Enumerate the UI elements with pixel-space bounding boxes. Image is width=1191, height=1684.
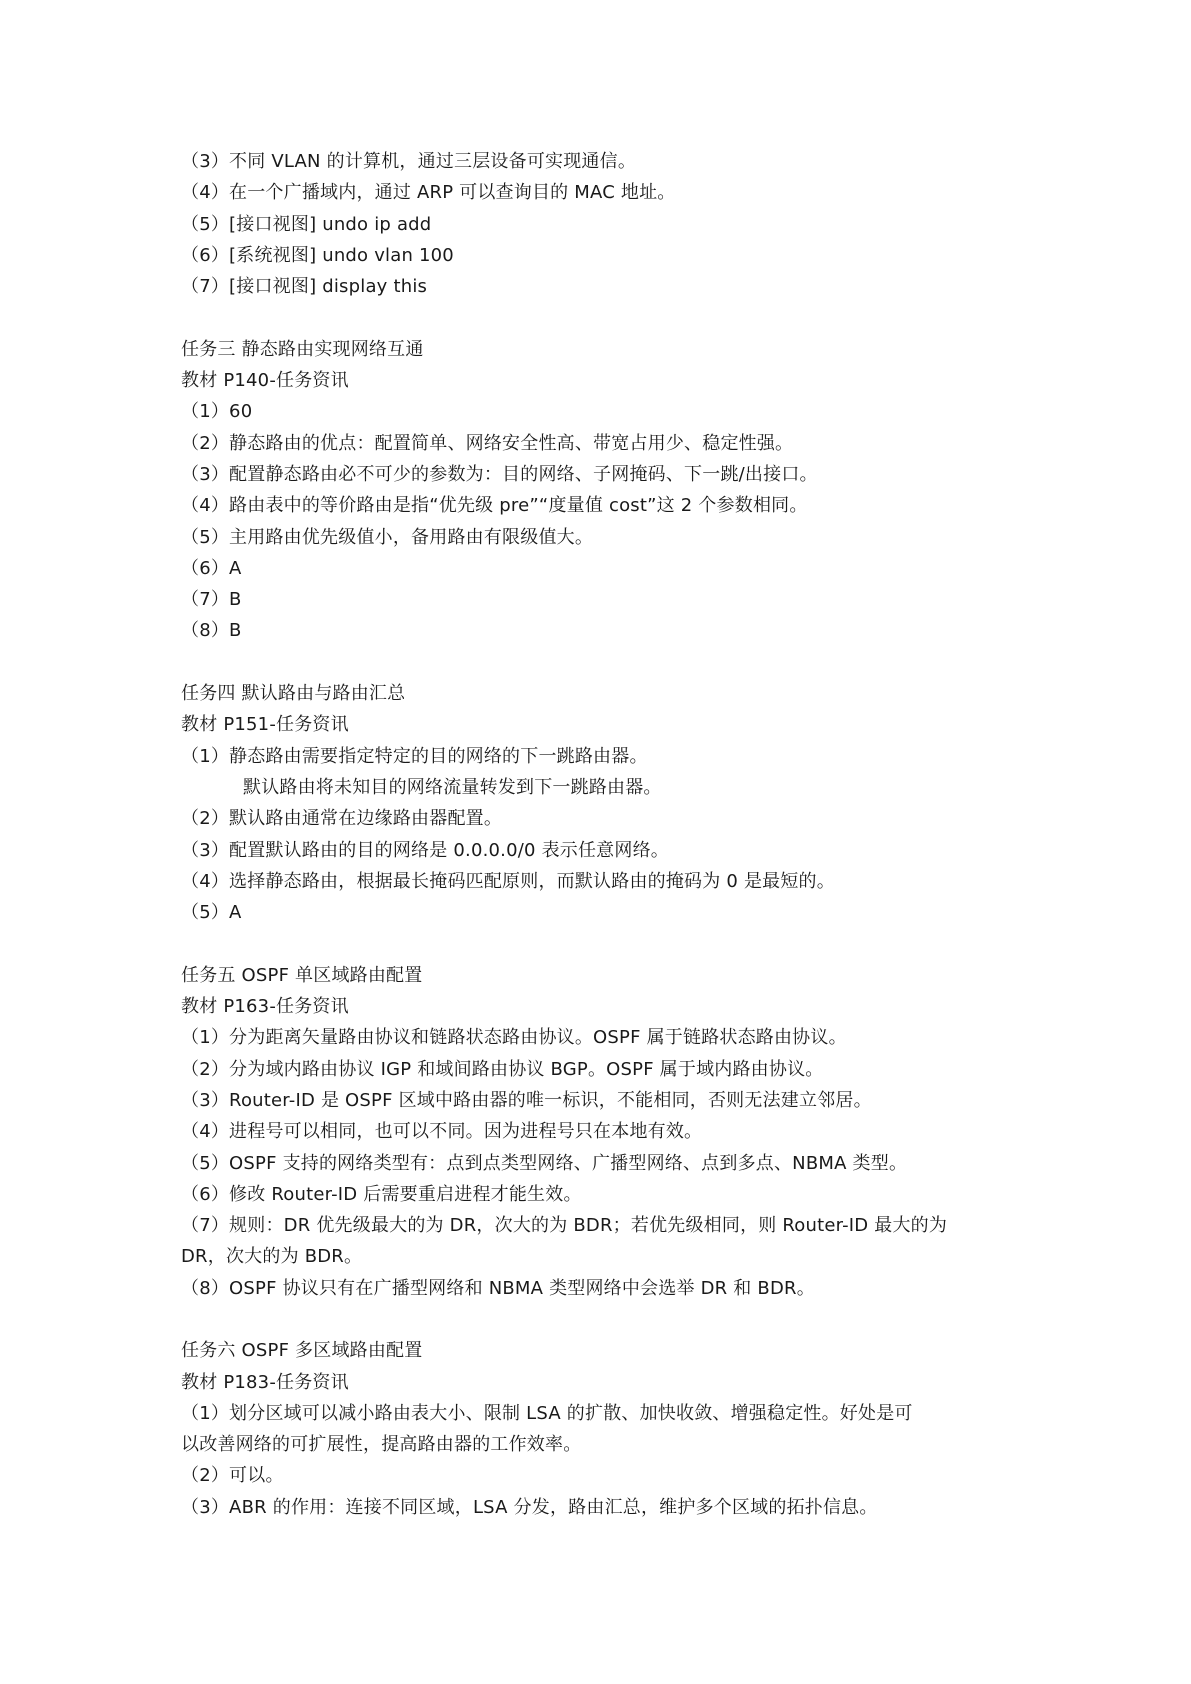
answer-line: （6）A (181, 557, 242, 579)
answer-line: （1）划分区域可以减小路由表大小、限制 LSA 的扩散、加快收敛、增强稳定性。好处是可 (181, 1402, 913, 1424)
answer-line: （1）60 (181, 401, 253, 423)
answer-line-continued: 默认路由将未知目的网络流量转发到下一跳路由器。 (243, 776, 662, 798)
answer-line: （7）[接口视图] display this (181, 276, 428, 298)
task5-section (181, 960, 1031, 1304)
answer-line: （8）OSPF 协议只有在广播型网络和 NBMA 类型网络中会选举 DR 和 BDR。 (181, 1277, 815, 1299)
answer-line: （4）进程号可以相同，也可以不同。因为进程号只在本地有效。 (181, 1121, 703, 1143)
answer-line: （2）静态路由的优点：配置简单、网络安全性高、带宽占用少、稳定性强。 (181, 432, 794, 454)
task6-section (181, 1335, 1031, 1523)
answer-line: （2）可以。 (181, 1465, 284, 1487)
answer-line: （3）Router-ID 是 OSPF 区域中路由器的唯一标识，不能相同，否则无法建立邻居。 (181, 1089, 872, 1111)
answer-line: （4）选择静态路由，根据最长掩码匹配原则，而默认路由的掩码为 0 是最短的。 (181, 870, 835, 892)
answer-line: （2）默认路由通常在边缘路由器配置。 (181, 808, 503, 830)
answer-line: （1）静态路由需要指定特定的目的网络的下一跳路由器。 (181, 745, 648, 767)
answer-line: （5）OSPF 支持的网络类型有：点到点类型网络、广播型网络、点到多点、NBMA 类型。 (181, 1152, 908, 1174)
answer-line: （1）分为距离矢量路由协议和链路状态路由协议。OSPF 属于链路状态路由协议。 (181, 1027, 847, 1049)
task6-title: 任务六 OSPF 多区域路由配置 (181, 1340, 423, 1362)
answer-line: （5）A (181, 902, 242, 924)
task4-subtitle: 教材 P151-任务资讯 (181, 714, 349, 736)
answer-line: （3）ABR 的作用：连接不同区域，LSA 分发，路由汇总，维护多个区域的拓扑信息。 (181, 1496, 878, 1518)
answer-line: （3）配置默认路由的目的网络是 0.0.0.0/0 表示任意网络。 (181, 839, 669, 861)
answer-line: （7）规则：DR 优先级最大的为 DR，次大的为 BDR；若优先级相同，则 Router-ID 最大的为 (181, 1215, 948, 1237)
answer-line: （5）[接口视图] undo ip add (181, 213, 432, 235)
answer-line-continued: DR，次大的为 BDR。 (181, 1246, 363, 1268)
answer-line: （7）B (181, 589, 242, 611)
answer-line: （4）在一个广播域内，通过 ARP 可以查询目的 MAC 地址。 (181, 182, 676, 204)
task4-section (181, 678, 1031, 928)
answer-line-continued: 以改善网络的可扩展性，提高路由器的工作效率。 (181, 1434, 582, 1456)
answer-line: （6）修改 Router-ID 后需要重启进程才能生效。 (181, 1183, 582, 1205)
task4-title: 任务四 默认路由与路由汇总 (181, 683, 406, 705)
document-body (181, 146, 1031, 1523)
answer-line: （5）主用路由优先级值小，备用路由有限级值大。 (181, 526, 594, 548)
task5-title: 任务五 OSPF 单区域路由配置 (181, 964, 423, 986)
answer-line: （3）不同 VLAN 的计算机，通过三层设备可实现通信。 (181, 151, 637, 172)
answer-line: （6）[系统视图] undo vlan 100 (181, 244, 454, 266)
answer-list-top (181, 146, 1031, 302)
task3-subtitle: 教材 P140-任务资讯 (181, 370, 349, 392)
answer-line: （8）B (181, 620, 242, 642)
task3-section (181, 334, 1031, 647)
task5-subtitle: 教材 P163-任务资讯 (181, 996, 349, 1018)
task3-title: 任务三 静态路由实现网络互通 (181, 338, 424, 360)
answer-line: （3）配置静态路由必不可少的参数为：目的网络、子网掩码、下一跳/出接口。 (181, 463, 818, 485)
task6-subtitle: 教材 P183-任务资讯 (181, 1371, 349, 1393)
answer-line: （4）路由表中的等价路由是指“优先级 pre”“度量值 cost”这 2 个参数相同。 (181, 495, 808, 517)
answer-line: （2）分为域内路由协议 IGP 和域间路由协议 BGP。OSPF 属于域内路由协议。 (181, 1058, 824, 1080)
